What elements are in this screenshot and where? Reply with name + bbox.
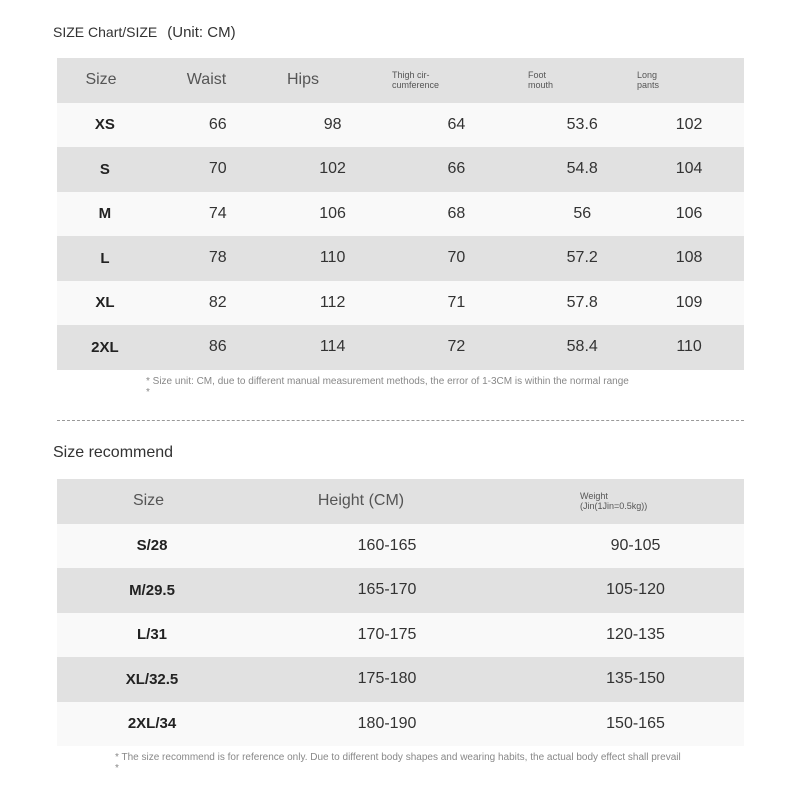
measurement-cell: 78 — [208, 249, 227, 267]
size-chart-row — [57, 325, 744, 370]
weight-cell: 135-150 — [606, 670, 665, 688]
height-cell: 180-190 — [357, 714, 417, 732]
height-cell: 165-170 — [357, 581, 417, 599]
size-recommend-header-row — [57, 479, 744, 524]
size-chart-row — [57, 103, 744, 148]
size-recommend-row — [57, 702, 744, 747]
measurement-cell: 86 — [208, 338, 227, 356]
size-chart-table — [57, 58, 744, 370]
measurement-cell: 102 — [319, 160, 346, 178]
size-chart-body — [57, 103, 744, 370]
size-chart-note — [146, 376, 629, 398]
size-chart-title — [53, 24, 236, 41]
size-recommend-body — [57, 524, 744, 747]
rec-header-height: Height (CM) — [317, 492, 405, 510]
measurement-cell: 66 — [447, 160, 466, 178]
size-recommend-note-text: * The size recommend is for reference only. Due to different body shapes and wearing habits, the actual body effect shall prevail — [115, 752, 681, 763]
measurement-cell: 108 — [675, 249, 703, 267]
size-cell: 2XL — [91, 338, 119, 356]
rec-header-weight: Weight (Jin(1Jin=0.5kg)) — [580, 491, 648, 512]
measurement-cell: 58.4 — [566, 338, 598, 356]
size-chart-row — [57, 236, 744, 281]
size-recommend-row — [57, 613, 744, 658]
size-recommend-title: Size recommend — [53, 444, 174, 461]
size-cell: M — [98, 205, 112, 223]
measurement-cell: 57.8 — [566, 293, 598, 311]
measurement-cell: 109 — [675, 293, 703, 311]
size-chart-title-text: SIZE Chart/SIZE — [53, 24, 158, 40]
measurement-cell: 110 — [319, 249, 346, 267]
size-recommend-row — [57, 657, 744, 702]
measurement-cell: 72 — [447, 338, 466, 356]
measurement-cell: 106 — [675, 204, 703, 222]
measurement-cell: 68 — [447, 204, 466, 222]
header-hips: Hips — [286, 71, 319, 89]
size-chart-row — [57, 192, 744, 237]
size-chart-unit: (Unit: CM) — [167, 24, 236, 41]
header-thigh: Thigh cir- cumference — [392, 70, 440, 91]
size-chart-row — [57, 147, 744, 192]
header-long-pants: Long pants — [637, 70, 660, 91]
measurement-cell: 70 — [447, 249, 466, 267]
size-chart-row — [57, 281, 744, 326]
rec-size-cell: M/29.5 — [129, 581, 175, 599]
rec-size-cell: S/28 — [136, 537, 168, 555]
measurement-cell: 71 — [447, 293, 466, 311]
section-divider — [57, 420, 744, 421]
measurement-cell: 104 — [675, 160, 703, 178]
measurement-cell: 114 — [319, 338, 346, 356]
measurement-cell: 102 — [675, 115, 703, 133]
size-recommend-row — [57, 524, 744, 569]
measurement-cell: 66 — [208, 115, 227, 133]
size-recommend-note-mark: * — [115, 763, 119, 774]
weight-cell: 120-135 — [606, 625, 665, 643]
size-chart-note-text: * Size unit: CM, due to different manual measurement methods, the error of 1-3CM is within the normal range — [146, 376, 629, 387]
height-cell: 170-175 — [357, 625, 417, 643]
size-recommend-row — [57, 568, 744, 613]
measurement-cell: 112 — [319, 293, 346, 311]
height-cell: 160-165 — [357, 536, 417, 554]
measurement-cell: 110 — [676, 338, 702, 356]
size-chart-note-mark: * — [146, 387, 150, 398]
header-size: Size — [85, 71, 117, 89]
rec-size-cell: XL/32.5 — [125, 670, 179, 688]
measurement-cell: 70 — [208, 160, 227, 178]
size-cell: XS — [94, 116, 115, 134]
size-cell: XL — [95, 294, 115, 312]
measurement-cell: 56 — [573, 204, 592, 222]
measurement-cell: 82 — [208, 293, 227, 311]
size-recommend-table — [57, 479, 744, 746]
measurement-cell: 53.6 — [566, 115, 598, 133]
header-waist: Waist — [186, 71, 227, 89]
rec-size-cell: L/31 — [136, 626, 167, 644]
rec-header-size: Size — [132, 492, 165, 510]
measurement-cell: 98 — [323, 115, 342, 133]
measurement-cell: 64 — [447, 115, 466, 133]
rec-size-cell: 2XL/34 — [127, 715, 177, 733]
height-cell: 175-180 — [357, 670, 417, 688]
weight-cell: 105-120 — [606, 581, 665, 599]
header-foot-mouth: Foot mouth — [528, 70, 554, 91]
size-cell: S — [99, 160, 110, 178]
measurement-cell: 74 — [208, 204, 227, 222]
weight-cell: 90-105 — [610, 536, 661, 554]
measurement-cell: 54.8 — [566, 160, 598, 178]
size-chart-header-row — [57, 58, 744, 103]
size-cell: L — [100, 249, 110, 267]
size-recommend-note — [115, 752, 681, 774]
weight-cell: 150-165 — [606, 714, 665, 732]
measurement-cell: 57.2 — [566, 249, 598, 267]
measurement-cell: 106 — [319, 204, 346, 222]
